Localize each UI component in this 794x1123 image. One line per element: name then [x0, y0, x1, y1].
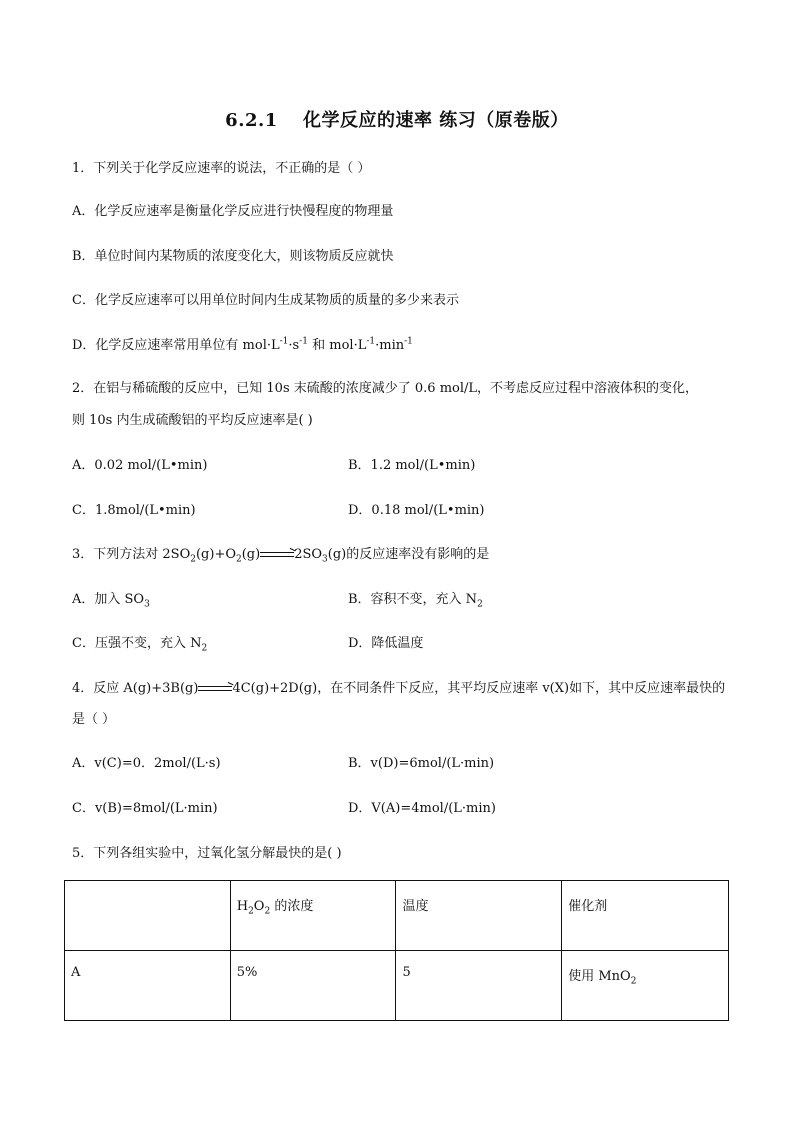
table-cell-concentration: 5%: [230, 951, 396, 1021]
question-2-option-c: C．1.8mol/(L•min): [72, 503, 196, 518]
question-4-option-d: D．V(A)=4mol/(L·min): [348, 801, 496, 816]
question-1-option-a: A．化学反应速率是衡量化学反应进行快慢程度的物理量: [72, 204, 394, 219]
question-1-stem: 1．下列关于化学反应速率的说法，不正确的是（ ）: [72, 161, 371, 176]
table-header-cell-empty: [65, 881, 231, 951]
table-row: [65, 951, 729, 1021]
table-cell-temperature: 5: [396, 951, 562, 1021]
question-2-option-a: A．0.02 mol/(L•min): [72, 458, 208, 473]
question-2-stem-line-1: 2．在铝与稀硫酸的反应中，已知 10s 末硫酸的浓度减少了 0.6 mol/L，不考虑反应过程中溶液体积的变化，: [72, 381, 699, 396]
question-3-option-c: C．压强不变，充入 $N_2$: [72, 636, 208, 654]
question-3-stem: 3．下列方法对 $2SO_2(g)+O_2(g)$ $2SO_3(g)$的反应速率没有影响的是: [72, 547, 490, 565]
table-header-cell-temperature: 温度: [396, 881, 562, 951]
question-2-option-d: D．0.18 mol/(L•min): [348, 503, 485, 518]
equilibrium-arrow-icon: [198, 684, 232, 694]
question-1-option-b: B．单位时间内某物质的浓度变化大，则该物质反应就快: [72, 249, 394, 264]
question-1-option-d: D．化学反应速率常用单位有 $mol\cdot L^{-1}\cdot s^{-1}$ 和 $mol\cdot L^{-1}\cdot\min^{-1}$: [72, 336, 413, 353]
question-3-option-b: B．容积不变，充入 $N_2$: [348, 592, 483, 610]
question-1-option-c: C．化学反应速率可以用单位时间内生成某物质的质量的多少来表示: [72, 293, 459, 308]
question-3-option-a: A．加入 $SO_3$: [72, 592, 150, 610]
table-header-cell-catalyst: 催化剂: [562, 881, 729, 951]
question-4-option-b: B．v(D)=6mol/(L·min): [348, 756, 495, 771]
equilibrium-arrow-icon: [260, 550, 294, 560]
question-4-option-a: A．v(C)=0．2mol/(L·s): [72, 756, 221, 771]
experiment-table: [64, 880, 729, 1021]
question-2-option-b: B．1.2 mol/(L•min): [348, 458, 476, 473]
question-5-stem: 5．下列各组实验中，过氧化氢分解最快的是( ): [72, 846, 342, 861]
table-header-cell-concentration: $H_2O_2$ 的浓度: [230, 881, 396, 951]
question-4-option-c: C．v(B)=8mol/(L·min): [72, 801, 218, 816]
table-cell-catalyst: 使用 MnO$_2$: [562, 951, 729, 1021]
question-4-stem-line-1: 4．反应 A(g)+3B(g) 4C(g)+2D(g)，在不同条件下反应，其平均反应速率 v(X)如下，其中反应速率最快的: [72, 681, 726, 696]
table-cell-group: A: [65, 951, 231, 1021]
question-2-stem-line-2: 则 10s 内生成硫酸铝的平均反应速率是( ): [72, 413, 313, 428]
page-title: 6.2.1 化学反应的速率 练习（原卷版）: [225, 110, 569, 131]
question-4-stem-line-2: 是（ ）: [72, 712, 116, 727]
question-3-option-d: D．降低温度: [348, 636, 424, 651]
table-header-row: [65, 881, 729, 951]
